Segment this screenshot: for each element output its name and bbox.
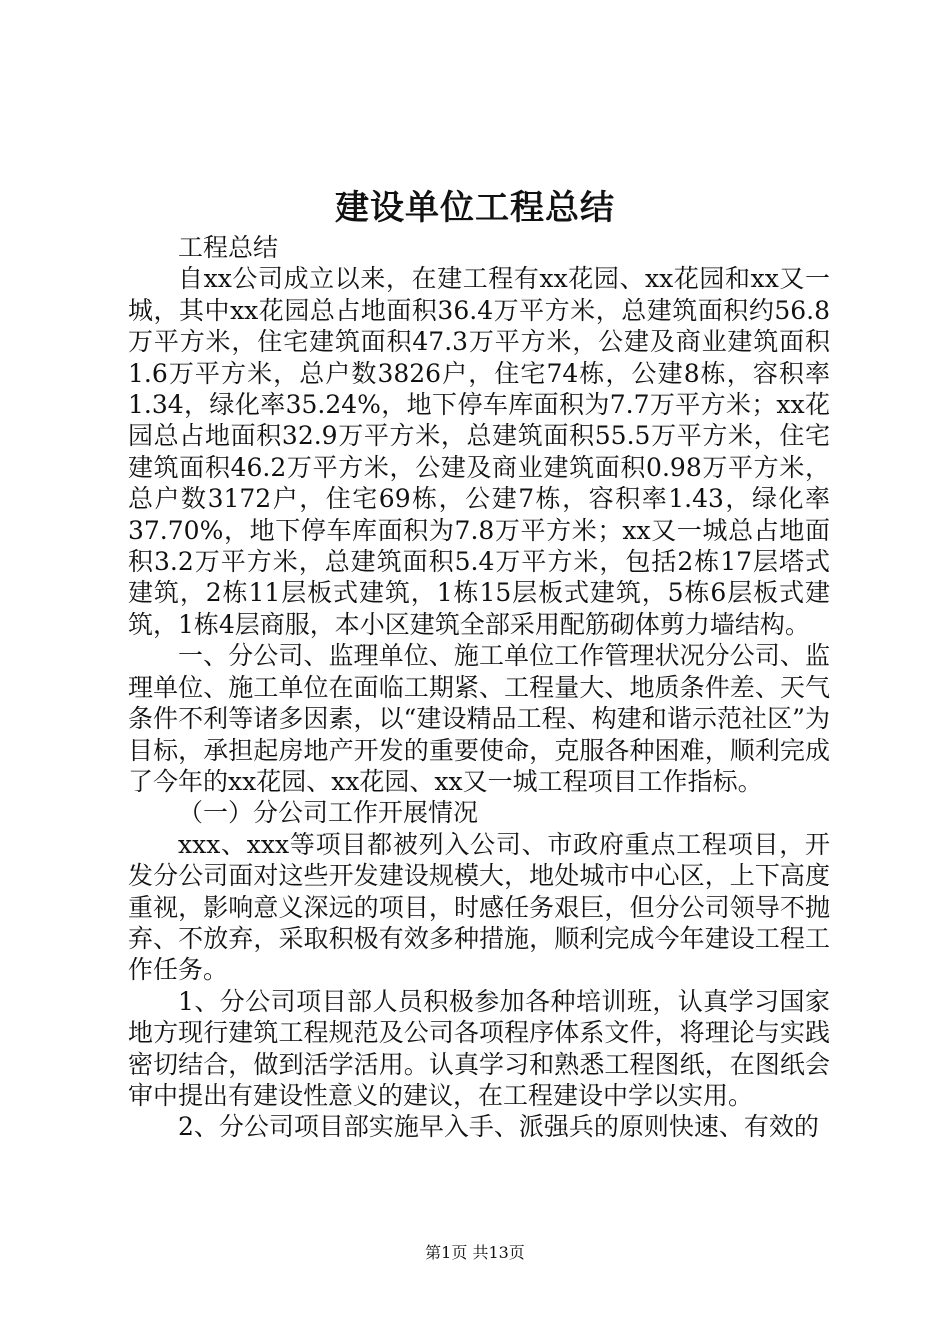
- page-footer: 第1页 共13页: [425, 1243, 525, 1262]
- section-label: 工程总结: [178, 233, 279, 262]
- paragraph-management-status: 一、分公司、监理单位、施工单位工作管理状况分公司、监理单位、施工单位在面临工期紧、工程量大、地质条件差、天气条件不利等诸多因素，以“建设精品工程、构建和谐示范社区”为目标，承担起房地产开发的重要使命，克服各种困难，顺利完成了今年的xx花园、xx花园、xx又一城工程项目工作指标。: [128, 641, 830, 796]
- paragraph-item-1: 1、分公司项目部人员积极参加各种培训班，认真学习国家地方现行建筑工程规范及公司各项程序体系文件，将理论与实践密切结合，做到活学活用。认真学习和熟悉工程图纸，在图纸会审中提出有建设性意义的建议，在工程建设中学以实用。: [128, 986, 830, 1110]
- document-body: [128, 232, 830, 1143]
- subheading-branch-work: （一）分公司工作开展情况: [178, 798, 479, 828]
- paragraph-item-2: 2、分公司项目部实施早入手、派强兵的原则快速、有效的: [178, 1112, 819, 1142]
- paragraph-key-projects: xxx、xxx等项目都被列入公司、市政府重点工程项目，开发分公司面对这些开发建设规模大，地处城市中心区，上下高度重视，影响意义深远的项目，时感任务艰巨，但分公司领导不抛弃、不放弃，采取积极有效多种措施，顺利完成今年建设工程工作任务。: [128, 829, 830, 985]
- document-title: 建设单位工程总结: [335, 188, 615, 228]
- paragraph-project-overview: 自xx公司成立以来，在建工程有xx花园、xx花园和xx又一城，其中xx花园总占地面积36.4万平方米，总建筑面积约56.8万平方米，住宅建筑面积47.3万平方米，公建及商业建筑面积1.6万平方米，总户数3826户，住宅74栋，公建8栋，容积率1.34，绿化率35.24%，地下停车库面积为7.7万平方米；xx花园总占地面积32.9万平方米，总建筑面积55.5万平方米，住宅建筑面积46.2万平方米，公建及商业建筑面积0.98万平方米，总户数3172户，住宅69栋，公建7栋，容积率1.43，绿化率37.70%，地下停车库面积为7.8万平方米；xx又一城总占地面积3.2万平方米，总建筑面积5.4万平方米，包括2栋17层塔式建筑，2栋11层板式建筑，1栋15层板式建筑，5栋6层板式建筑，1栋4层商服，本小区建筑全部采用配筋砌体剪力墙结构。: [128, 264, 830, 639]
